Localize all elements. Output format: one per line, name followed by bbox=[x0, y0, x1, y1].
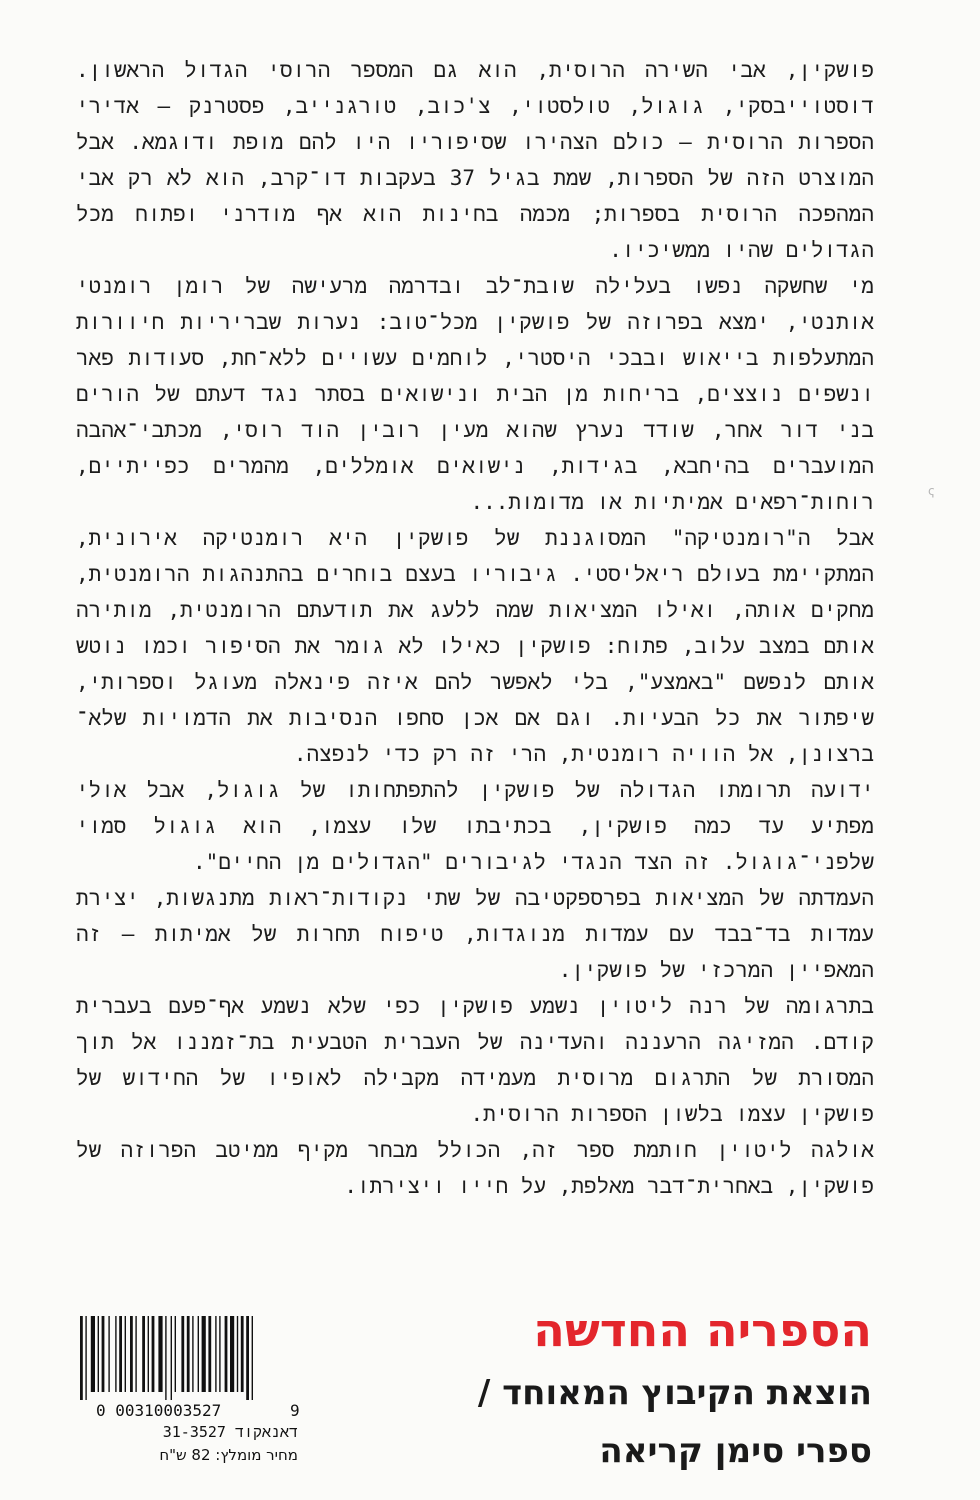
barcode-area bbox=[76, 1316, 306, 1476]
barcode-bar bbox=[152, 1316, 155, 1392]
blurb-paragraph-2: מי שחשקה נפשו בעלילה שובת־לב ובדרמה מרעישה של רומן רומנטי אותנטי, ימצא בפרוזה של פושקין מכל־טוב: נערות שבריריות חיוורות המתעלפות בייאוש ובבכי היסטרי, לוחמים עשויים ללא־חת, סעודות פאר ונשפים נוצצים, בריחות מן הבית ונישואים בסתר נגד דעתם של הורים בני דור אחר, שודד נערץ שהוא מעין רובין הוד רוסי, מכתבי־אהבה המועברים בהיחבא, בגידות, נישואים אומללים, מהמרים כפייתיים, רוחות־רפאים אמיתיות או מדומות... bbox=[76, 274, 874, 514]
barcode-bar bbox=[148, 1316, 149, 1392]
series-title: הספריה החדשה bbox=[533, 1303, 872, 1357]
barcode-bar bbox=[115, 1316, 116, 1392]
barcode-icon bbox=[76, 1316, 306, 1400]
barcode-bar bbox=[102, 1316, 105, 1392]
barcode-bar bbox=[252, 1316, 253, 1400]
barcode-bar bbox=[125, 1316, 126, 1392]
barcode-bar bbox=[135, 1316, 136, 1392]
blurb-paragraph-4: ידועה תרומתו הגדולה של פושקין להתפתחותו של גוגול, אבל אולי מפתיע עד כמה פושקין, בכתיבתו שלו עצמו, הוא גוגול סמוי שלפני־גוגול. זה הצד הנגדי לגיבורים "הגדולים מן החיים". bbox=[76, 778, 874, 874]
blurb-paragraph-1: פושקין, אבי השירה הרוסית, הוא גם המספר הרוסי הגדול הראשון. דוסטוייבסקי, גוגול, טולסטוי, צ'כוב, טורגנייב, פסטרנק – אדירי הספרות הרוסית – כולם הצהירו שסיפוריו היו להם מופת ודוגמא. אבל המוצרט הזה של הספרות, שמת בגיל 37 בעקבות דו־קרב, הוא לא רק אבי המהפכה הרוסית בספרות; מכמה בחינות הוא אף מודרני ופתוח מכל הגדולים שהיו ממשיכיו. bbox=[76, 58, 874, 262]
publisher-name: הוצאת הקיבוץ המאוחד / bbox=[477, 1373, 872, 1413]
barcode-bar bbox=[119, 1316, 122, 1392]
barcode-bar bbox=[187, 1316, 190, 1392]
barcode-bar bbox=[237, 1316, 238, 1392]
paper-speck: ҁ bbox=[928, 484, 935, 498]
catalog-code: דאנאקוד 31-3527 bbox=[162, 1423, 298, 1441]
barcode-bar bbox=[192, 1316, 193, 1392]
barcode-bar bbox=[246, 1316, 249, 1400]
barcode-check-digit: 9 bbox=[290, 1401, 300, 1420]
imprint-name: ספרי סימן קריאה bbox=[599, 1431, 872, 1471]
blurb-paragraph-6: בתרגומה של רנה ליטוין נשמע פושקין כפי שלא נשמע אף־פעם בעברית קודם. המזיגה הרעננה והעדינה של העברית הטבעית בת־זמננו אל תוך המסורת של התרגום מרוסית מעמידה מקבילה לאופיו של החידוש של פושקין עצמו בלשון הספרות הרוסית. bbox=[76, 994, 874, 1126]
barcode-bar bbox=[171, 1316, 172, 1400]
recommended-price: מחיר מומלץ: 82 ש"ח bbox=[159, 1446, 298, 1464]
barcode-bar bbox=[108, 1316, 109, 1392]
barcode-bar bbox=[158, 1316, 162, 1392]
blurb-text bbox=[76, 52, 874, 1204]
barcode-bar bbox=[98, 1316, 99, 1392]
barcode-bar bbox=[130, 1316, 133, 1392]
barcode-bar bbox=[241, 1316, 244, 1392]
barcode-bar bbox=[181, 1316, 184, 1392]
barcode-bar bbox=[142, 1316, 145, 1392]
barcode-bar bbox=[198, 1316, 199, 1392]
barcode-number-main: 0 00310003527 bbox=[96, 1401, 222, 1420]
barcode-bar bbox=[85, 1316, 86, 1400]
barcode-bar bbox=[219, 1316, 220, 1392]
barcode-bar bbox=[208, 1316, 211, 1392]
barcode-bar bbox=[91, 1316, 95, 1392]
barcode-bar bbox=[80, 1316, 83, 1400]
barcode-bar bbox=[225, 1316, 228, 1392]
blurb-paragraph-7: אולגה ליטוין חותמת ספר זה, הכולל מבחר מקיף ממיטב הפרוזה של פושקין, באחרית־דבר מאלפת, על חייו ויצירתו. bbox=[76, 1138, 874, 1198]
barcode-bar bbox=[175, 1316, 176, 1392]
blurb-paragraph-5: העמדתה של המציאות בפרספקטיבה של שתי נקודות־ראות מתנגשות, יצירת עמדות בד־בבד עם עמדות מנוגדות, טיפוח תחרות של אמיתות – זה המאפיין המרכזי של פושקין. bbox=[76, 886, 874, 982]
barcode-bar bbox=[215, 1316, 216, 1392]
barcode-bar bbox=[165, 1316, 166, 1400]
barcode-bar bbox=[230, 1316, 234, 1392]
blurb-paragraph-3: אבל ה"רומנטיקה" המסוגננת של פושקין היא רומנטיקה אירונית, המתקיימת בעולם ריאליסטי. גיבוריו בעצם בוחרים בהתנהגות הרומנטית, מחקים אותה, ואילו המציאות שמה ללעג את תודעתם הרומנטית, מותירה אותם במצב עלוב, פתוח: פושקין כאילו לא גומר את הסיפור וכמו נוטש אותם לנפשם "באמצע", בלי לאפשר להם איזה פינאלה מעוגל וספרותי, שיפתור את כל הבעיות. וגם אם אכן סחפו הנסיבות את הדמויות שלא־ ברצונן, אל הוויה רומנטית, הרי זה רק כדי לנפצה. bbox=[76, 526, 874, 766]
barcode-bar bbox=[202, 1316, 206, 1392]
